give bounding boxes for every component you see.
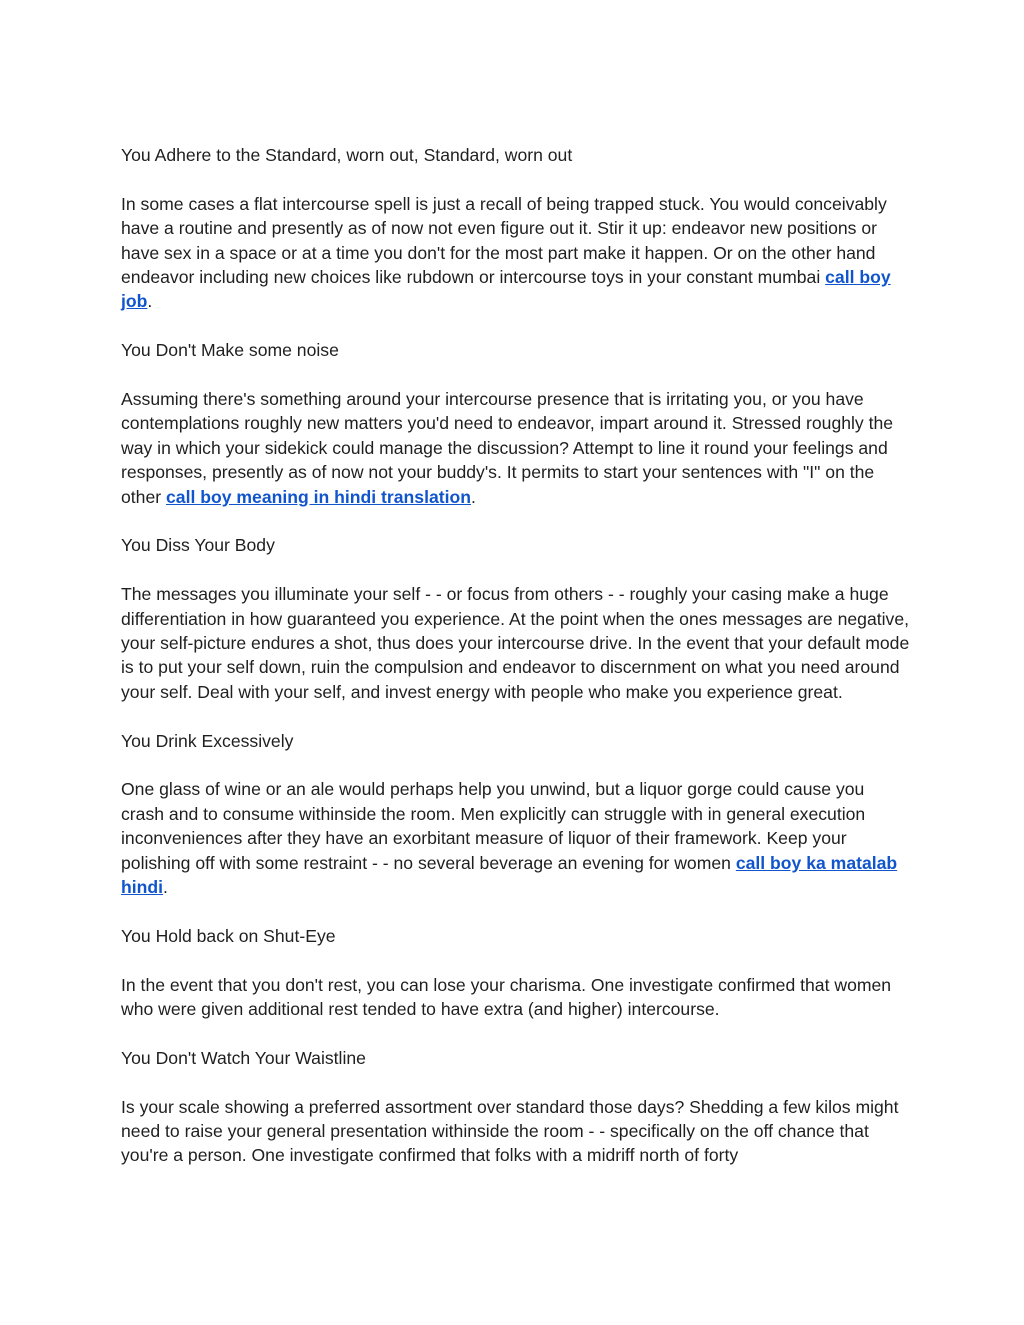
section-heading: You Adhere to the Standard, worn out, Standard, worn out (121, 145, 573, 165)
paragraph-tail: . (471, 486, 476, 507)
section-paragraph (121, 192, 911, 314)
section-heading: You Diss Your Body (121, 535, 275, 556)
document-page (121, 143, 911, 1192)
section-paragraph: In the event that you don't rest, you can lose your charisma. One investigate confirmed that women who were given additional rest tended to have extra (and higher) intercourse. (121, 974, 892, 1020)
section-heading: You Hold back on Shut-Eye (121, 925, 336, 946)
call-boy-job-link[interactable]: call boy job (121, 267, 891, 312)
paragraph-text: Assuming there's something around your intercourse presence that is irritating you, or you have contemplations roughly new matters you'd need to endeavor, impart around it. Stressed roughly the way in which your sidekick could manage the discussion? Attempt to line it round your feelings and responses, presently as of now not your buddy's. It permits to start your sentences with "I" on the other (121, 389, 894, 507)
paragraph-text: In some cases a flat intercourse spell is just a recall of being trapped stuck. You would conceivably have a routine and presently as of now not even figure out it. Stir it up: endeavor new positions or have sex in a space or at a time you don't for the most part make it happen. Or on the other hand endeavor including new choices like rubdown or intercourse toys in your constant mumbai (121, 193, 887, 288)
section-paragraph (121, 387, 911, 509)
call-boy-meaning-link[interactable]: call boy meaning in hindi translation (166, 486, 471, 507)
section-paragraph (121, 777, 911, 899)
paragraph-tail: . (147, 291, 153, 312)
section-heading: You Don't Watch Your Waistline (121, 1047, 366, 1068)
section-paragraph: Is your scale showing a preferred assortment over standard those days? Shedding a few kilos might need to raise your general presentation withinside the room - - specifically on the off chance that you're a person. One investigate confirmed that folks with a midriff north of forty (121, 1096, 899, 1166)
section-heading: You Don't Make some noise (121, 340, 339, 361)
call-boy-ka-matalab-link[interactable]: call boy ka matalab hindi (121, 852, 898, 898)
section-heading: You Drink Excessively (121, 730, 294, 751)
paragraph-tail: . (163, 877, 168, 898)
paragraph-text: One glass of wine or an ale would perhaps help you unwind, but a liquor gorge could cause you crash and to consume withinside the room. Men explicitly can struggle with in general execution inconveniences after they have an exorbitant measure of liquor of their framework. Keep your polishing off with some restraint - - no several beverage an evening for women (121, 779, 866, 873)
section-paragraph: The messages you illuminate your self - - or focus from others - - roughly your casing make a huge differentiation in how guaranteed you experience. At the point when the ones messages are negative, your self-picture endures a shot, thus does your intercourse drive. In the event that your default mode is to put your self down, ruin the compulsion and endeavor to discernment on what you need around your self. Deal with your self, and invest energy with people who make you experience great. (121, 584, 910, 702)
